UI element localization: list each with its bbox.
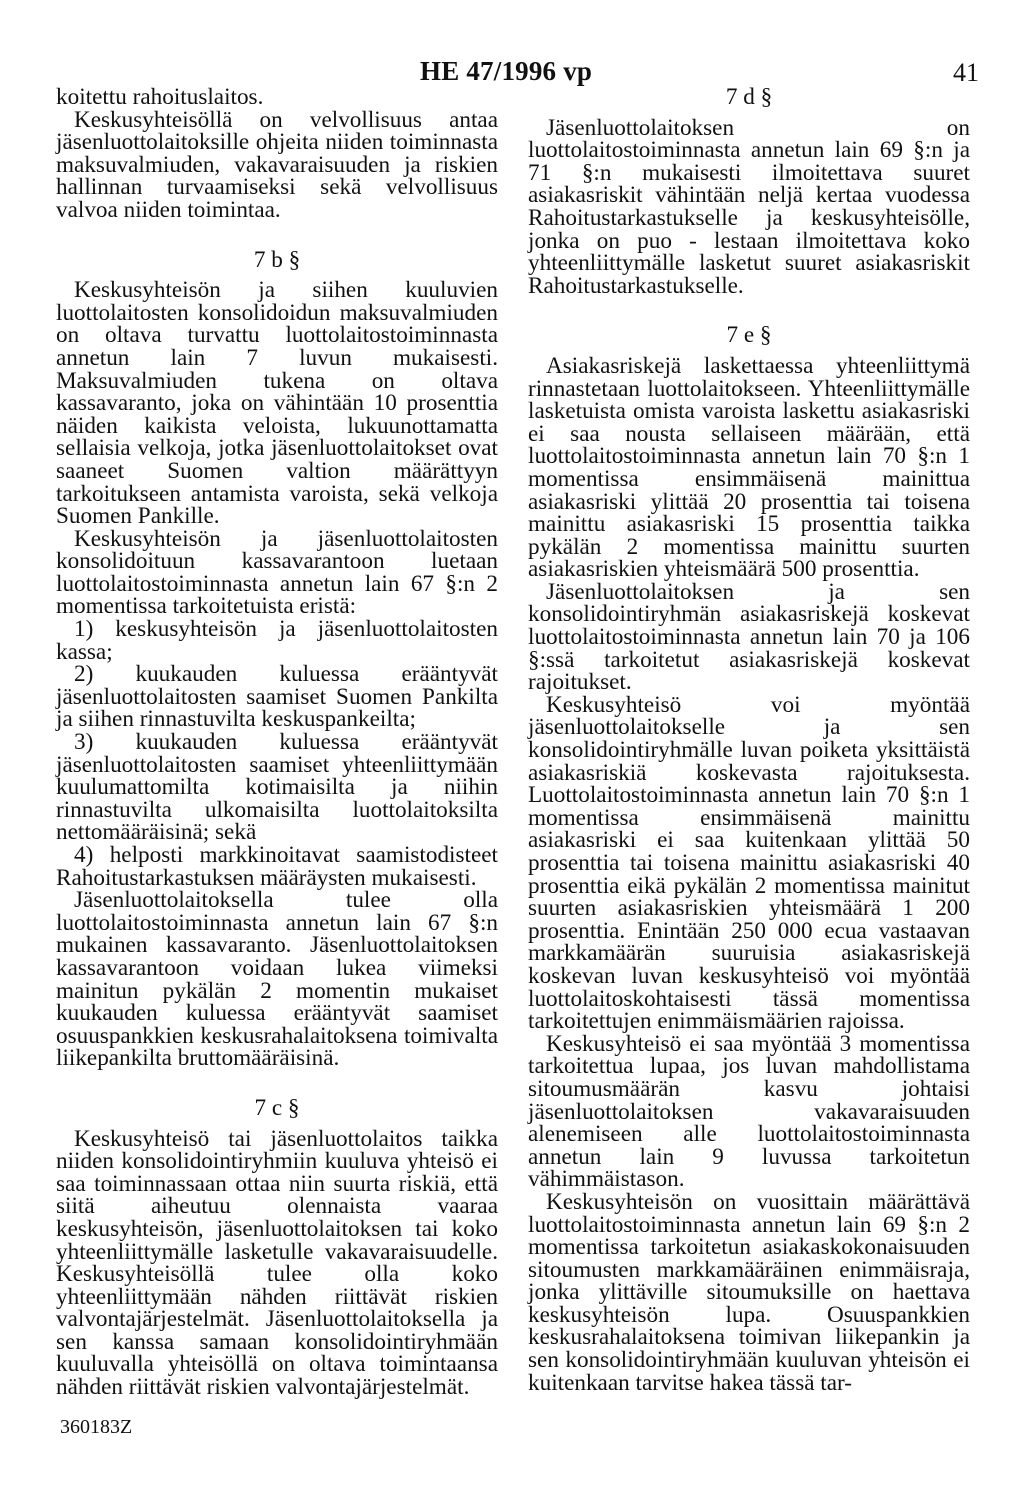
paragraph: Jäsenluottolaitoksen ja sen konsolidointiryhmän asiakasriskejä koskevat luottolaitostoiminnasta annetun lain 70 ja 106 §:ssä tarkoitetut asiakasriskejä koskevat rajoitukset. <box>528 578 970 696</box>
list-item: 3) kuukauden kuluessa erääntyvät jäsenluottolaitosten saamiset yhteenliittymään kuulumattomilta kotimaisilta ja niihin rinnastuvilta ulkomaisilta luottolaitoksilta nettomääräisinä; sekä <box>56 729 498 846</box>
left-column <box>56 86 498 1399</box>
list-item: 2) kuukauden kuluessa erääntyvät jäsenluottolaitosten saamiset Suomen Pankilta ja siihen rinnastuvilta keskuspankeilta; <box>56 661 498 733</box>
paragraph: Asiakasriskejä laskettaessa yhteenliittymä rinnastetaan luottolaitokseen. Yhteenliittymälle lasketuista omista varoista laskettu asiakasriski ei saa nousta sellaiseen määrään, että luottolaitostoiminnasta annetun lain 70 §:n 1 momentissa ensimmäisenä mainittua asiakasriski ylittää 20 prosenttia tai toisena mainittu asiakasriski 15 prosenttia taikka pykälän 2 momentissa mainittu suurten asiakasriskien yhteismäärä 500 prosenttia. <box>528 352 970 583</box>
list-item: 1) keskusyhteisön ja jäsenluottolaitosten kassa; <box>56 616 498 665</box>
section-heading-7d: 7 d § <box>725 84 773 110</box>
paragraph: Keskusyhteisön ja jäsenluottolaitosten konsolidoituun kassavarantoon luetaan luottolaitostoiminnasta annetun lain 67 §:n 2 momentissa tarkoitetuista eristä: <box>56 525 498 620</box>
footer-code: 360183Z <box>60 1416 133 1438</box>
paragraph: Jäsenluottolaitoksella tulee olla luottolaitostoiminnasta annetun lain 67 §:n mukainen kassavaranto. Jäsenluottolaitoksen kassavarantoon voidaan lukea viimeksi mainitun pykälän 2 momentin mukaiset kuukauden kuluessa erääntyvät saamiset osuuspankkien keskusrahalaitoksena toimivalta liikepankilta bruttomääräisinä. <box>56 887 498 1072</box>
paragraph: Jäsenluottolaitoksen on luottolaitostoiminnasta annetun lain 69 §:n ja 71 §:n mukaisesti ilmoitettava suuret asiakasriskit vähintään neljä kertaa vuodessa Rahoitustarkastukselle ja keskusyhteisölle, jonka on puo - lestaan ilmoitettava koko yhteenliittymälle lasketut suuret asiakasriskit Rahoitustarkastukselle. <box>528 114 970 299</box>
paragraph: Keskusyhteisön on vuosittain määrättävä luottolaitostoiminnasta annetun lain 69 §:n 2 momentissa tarkoitetun asiakaskokonaisuuden sitoumusten markkamääräinen enimmäisraja, jonka ylittäville sitoumuksille on haettava keskusyhteisön lupa. Osuuspankkien keskusrahalaitoksena toimivan liikepankin ja sen konsolidointiryhmään kuuluvan yhteisön ei kuitenkaan tarvitse hakea tässä tar- <box>528 1188 970 1396</box>
right-column <box>528 86 970 1394</box>
list-item: 4) helposti markkinoitavat saamistodisteet Rahoitustarkastuksen määräysten mukaisesti. <box>56 842 498 891</box>
paragraph: Keskusyhteisö ei saa myöntää 3 momentissa tarkoitettua lupaa, jos luvan mahdollistama sitoumusmäärän kasvu johtaisi jäsenluottolaitoksen vakavaraisuuden alenemiseen alle luottolaitostoiminnasta annetun lain 9 luvussa tarkoitetun vähimmäistason. <box>528 1030 970 1193</box>
paragraph: Keskusyhteisöllä on velvollisuus antaa jäsenluottolaitoksille ohjeita niiden toiminnasta maksuvalmiuden, vakavaraisuuden ja riskien hallinnan turvaamiseksi sekä velvollisuus valvoa niiden toimintaa. <box>56 106 498 223</box>
paragraph: Keskusyhteisö voi myöntää jäsenluottolaitokselle ja sen konsolidointiryhmälle luvan poiketa yksittäistä asiakasriskiä koskevasta rajoituksesta. Luottolaitostoiminnasta annetun lain 70 §:n 1 momentissa ensimmäisenä mainittu asiakasriski ei saa kuitenkaan ylittää 50 prosenttia tai toisena mainittu asiakasriski 40 prosenttia eikä pykälän 2 momentissa mainitut suurten asiakasriskien yhteismäärä 1 200 prosenttia. Enintään 250 000 ecua vastaavan markkamäärän suuruisia asiakasriskejä koskevan luvan keskusyhteisö voi myöntää luottolaitoskohtaisesti tässä momentissa tarkoitettujen enimmäismäärien rajoissa. <box>528 691 970 1035</box>
paragraph: koitettu rahoituslaitos. <box>56 84 264 110</box>
paragraph: Keskusyhteisö tai jäsenluottolaitos taikka niiden konsolidointiryhmiin kuuluva yhteisö ei saa toiminnassaan ottaa niin suurta riskiä, että siitä aiheutuu olennaista vaaraa keskusyhteisön, jäsenluottolaitoksen tai koko yhteenliittymälle lasketulle vakavaraisuudelle. Keskusyhteisöllä tulee olla koko yhteenliittymään nähden riittävät riskien valvontajärjestelmät. Jäsenluottolaitoksella ja sen kanssa samaan konsolidointiryhmään kuuluvalla yhteisöllä on oltava toimintaansa nähden riittävät riskien valvontajärjestelmät. <box>56 1125 498 1401</box>
section-heading-7c: 7 c § <box>254 1094 300 1121</box>
document-title: HE 47/1996 vp <box>420 56 593 86</box>
page-number: 41 <box>953 58 979 87</box>
section-heading-7b: 7 b § <box>253 246 301 273</box>
section-heading-7e: 7 e § <box>726 322 772 349</box>
paragraph: Keskusyhteisön ja siihen kuuluvien luottolaitosten konsolidoidun maksuvalmiuden on oltava turvattu luottolaitostoiminnasta annetun lain 7 luvun mukaisesti. Maksuvalmiuden tukena on oltava kassavaranto, joka on vähintään 10 prosenttia näiden kaikista veloista, lukuunottamatta sellaisia velkoja, jotka jäsenluottolaitokset ovat saaneet Suomen valtion määrättyyn tarkoitukseen antamista varoista, sekä velkoja Suomen Pankille. <box>56 277 498 530</box>
